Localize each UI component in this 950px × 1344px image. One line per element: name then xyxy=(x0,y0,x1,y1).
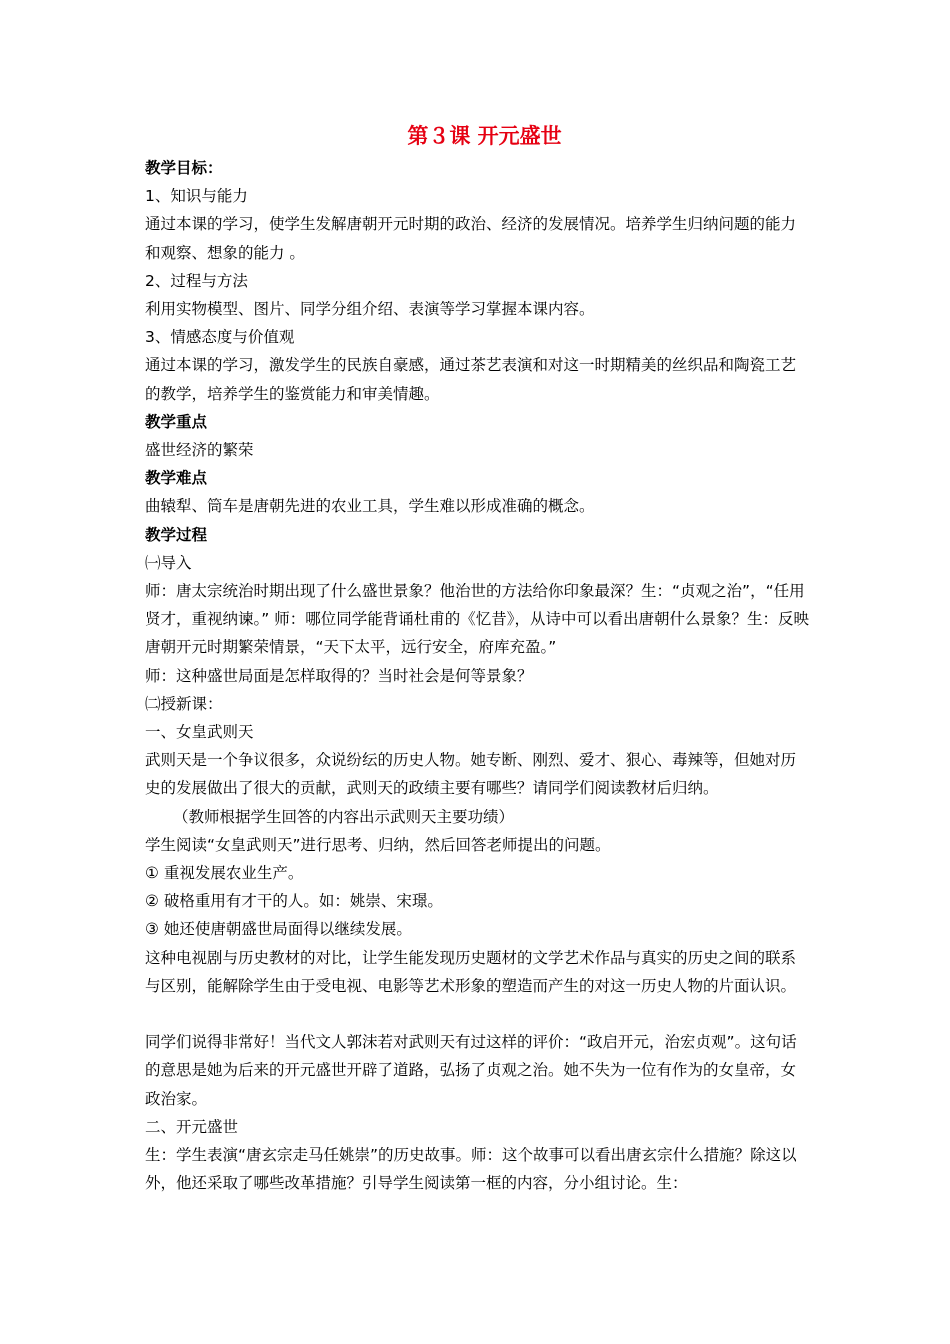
goal2-heading: 2、过程与方法 xyxy=(145,271,248,290)
goals-heading: 教学目标： xyxy=(145,159,223,177)
part1-praise: 同学们说得非常好！当代文人郭沫若对武则天有过这样的评价：“政启开元，治宏贞观”。这句话的意思是她为后来的开元盛世开辟了道路，弘扬了贞观之治。她不失为一位有作为的女皇帝，女政治家。 xyxy=(145,1033,797,1108)
document-body xyxy=(145,118,810,1198)
blank-line xyxy=(145,1000,810,1028)
list-item-2: ② 破格重用有才干的人。如：姚崇、宋璟。 xyxy=(145,892,443,911)
part2-heading: 二、开元盛世 xyxy=(145,1117,239,1136)
part1-text: 武则天是一个争议很多，众说纷纭的历史人物。她专断、刚烈、爱才、狠心、毒辣等，但她对历史的发展做出了很大的贡献，武则天的政绩主要有哪些？请同学们阅读教材后归纳。 xyxy=(145,751,797,798)
part1-heading: 一、女皇武则天 xyxy=(145,723,254,742)
part2-text: 生：学生表演“唐玄宗走马任姚崇”的历史故事。师：这个故事可以看出唐玄宗什么措施？除这以外，他还采取了哪些改革措施？引导学生阅读第一框的内容，分小组讨论。生： xyxy=(145,1146,797,1193)
goal3-text: 通过本课的学习，激发学生的民族自豪感，通过茶艺表演和对这一时期精美的丝织品和陶瓷工艺的教学，培养学生的鉴赏能力和审美情趣。 xyxy=(145,356,797,403)
difficult-heading: 教学难点 xyxy=(145,469,208,488)
goal2-text: 利用实物模型、图片、同学分组介绍、表演等学习掌握本课内容。 xyxy=(145,300,595,319)
new-lesson-heading: ㈡授新课： xyxy=(145,694,223,713)
intro-heading: ㈠导入 xyxy=(145,553,192,572)
key-text: 盛世经济的繁荣 xyxy=(145,441,254,460)
list-item-3: ③ 她还使唐朝盛世局面得以继续发展。 xyxy=(145,920,412,939)
part1-read: 学生阅读“女皇武则天”进行思考、归纳，然后回答老师提出的问题。 xyxy=(145,835,611,854)
part1-compare: 这种电视剧与历史教材的对比，让学生能发现历史题材的文学艺术作品与真实的历史之间的联系与区别，能解除学生由于受电视、电影等艺术形象的塑造而产生的对这一历史人物的片面认识。 xyxy=(145,948,797,995)
difficult-text: 曲辕犁、筒车是唐朝先进的农业工具，学生难以形成准确的概念。 xyxy=(145,497,595,516)
lesson-title: 第３课 开元盛世 xyxy=(407,124,562,148)
goal3-heading: 3、情感态度与价值观 xyxy=(145,328,295,347)
key-heading: 教学重点 xyxy=(145,412,208,431)
list-item-1: ① 重视发展农业生产。 xyxy=(145,864,304,883)
intro-text-2: 师：这种盛世局面是怎样取得的？当时社会是何等景象？ xyxy=(145,666,533,685)
intro-text-1: 师：唐太宗统治时期出现了什么盛世景象？他治世的方法给你印象最深？生：“贞观之治”，“任用贤才，重视纳谏。” 师：哪位同学能背诵杜甫的《忆昔》，从诗中可以看出唐朝什么景象？生：反映唐朝开元时期繁荣情景，“天下太平，远行安全，府库充盈。” xyxy=(145,582,809,657)
part1-note: （教师根据学生回答的内容出示武则天主要功绩） xyxy=(173,807,515,826)
goal1-heading: 1、知识与能力 xyxy=(145,187,248,206)
goal1-text: 通过本课的学习，使学生发解唐朝开元时期的政治、经济的发展情况。培养学生归纳问题的能力和观察、想象的能力 。 xyxy=(145,215,797,262)
process-heading: 教学过程 xyxy=(145,525,208,544)
